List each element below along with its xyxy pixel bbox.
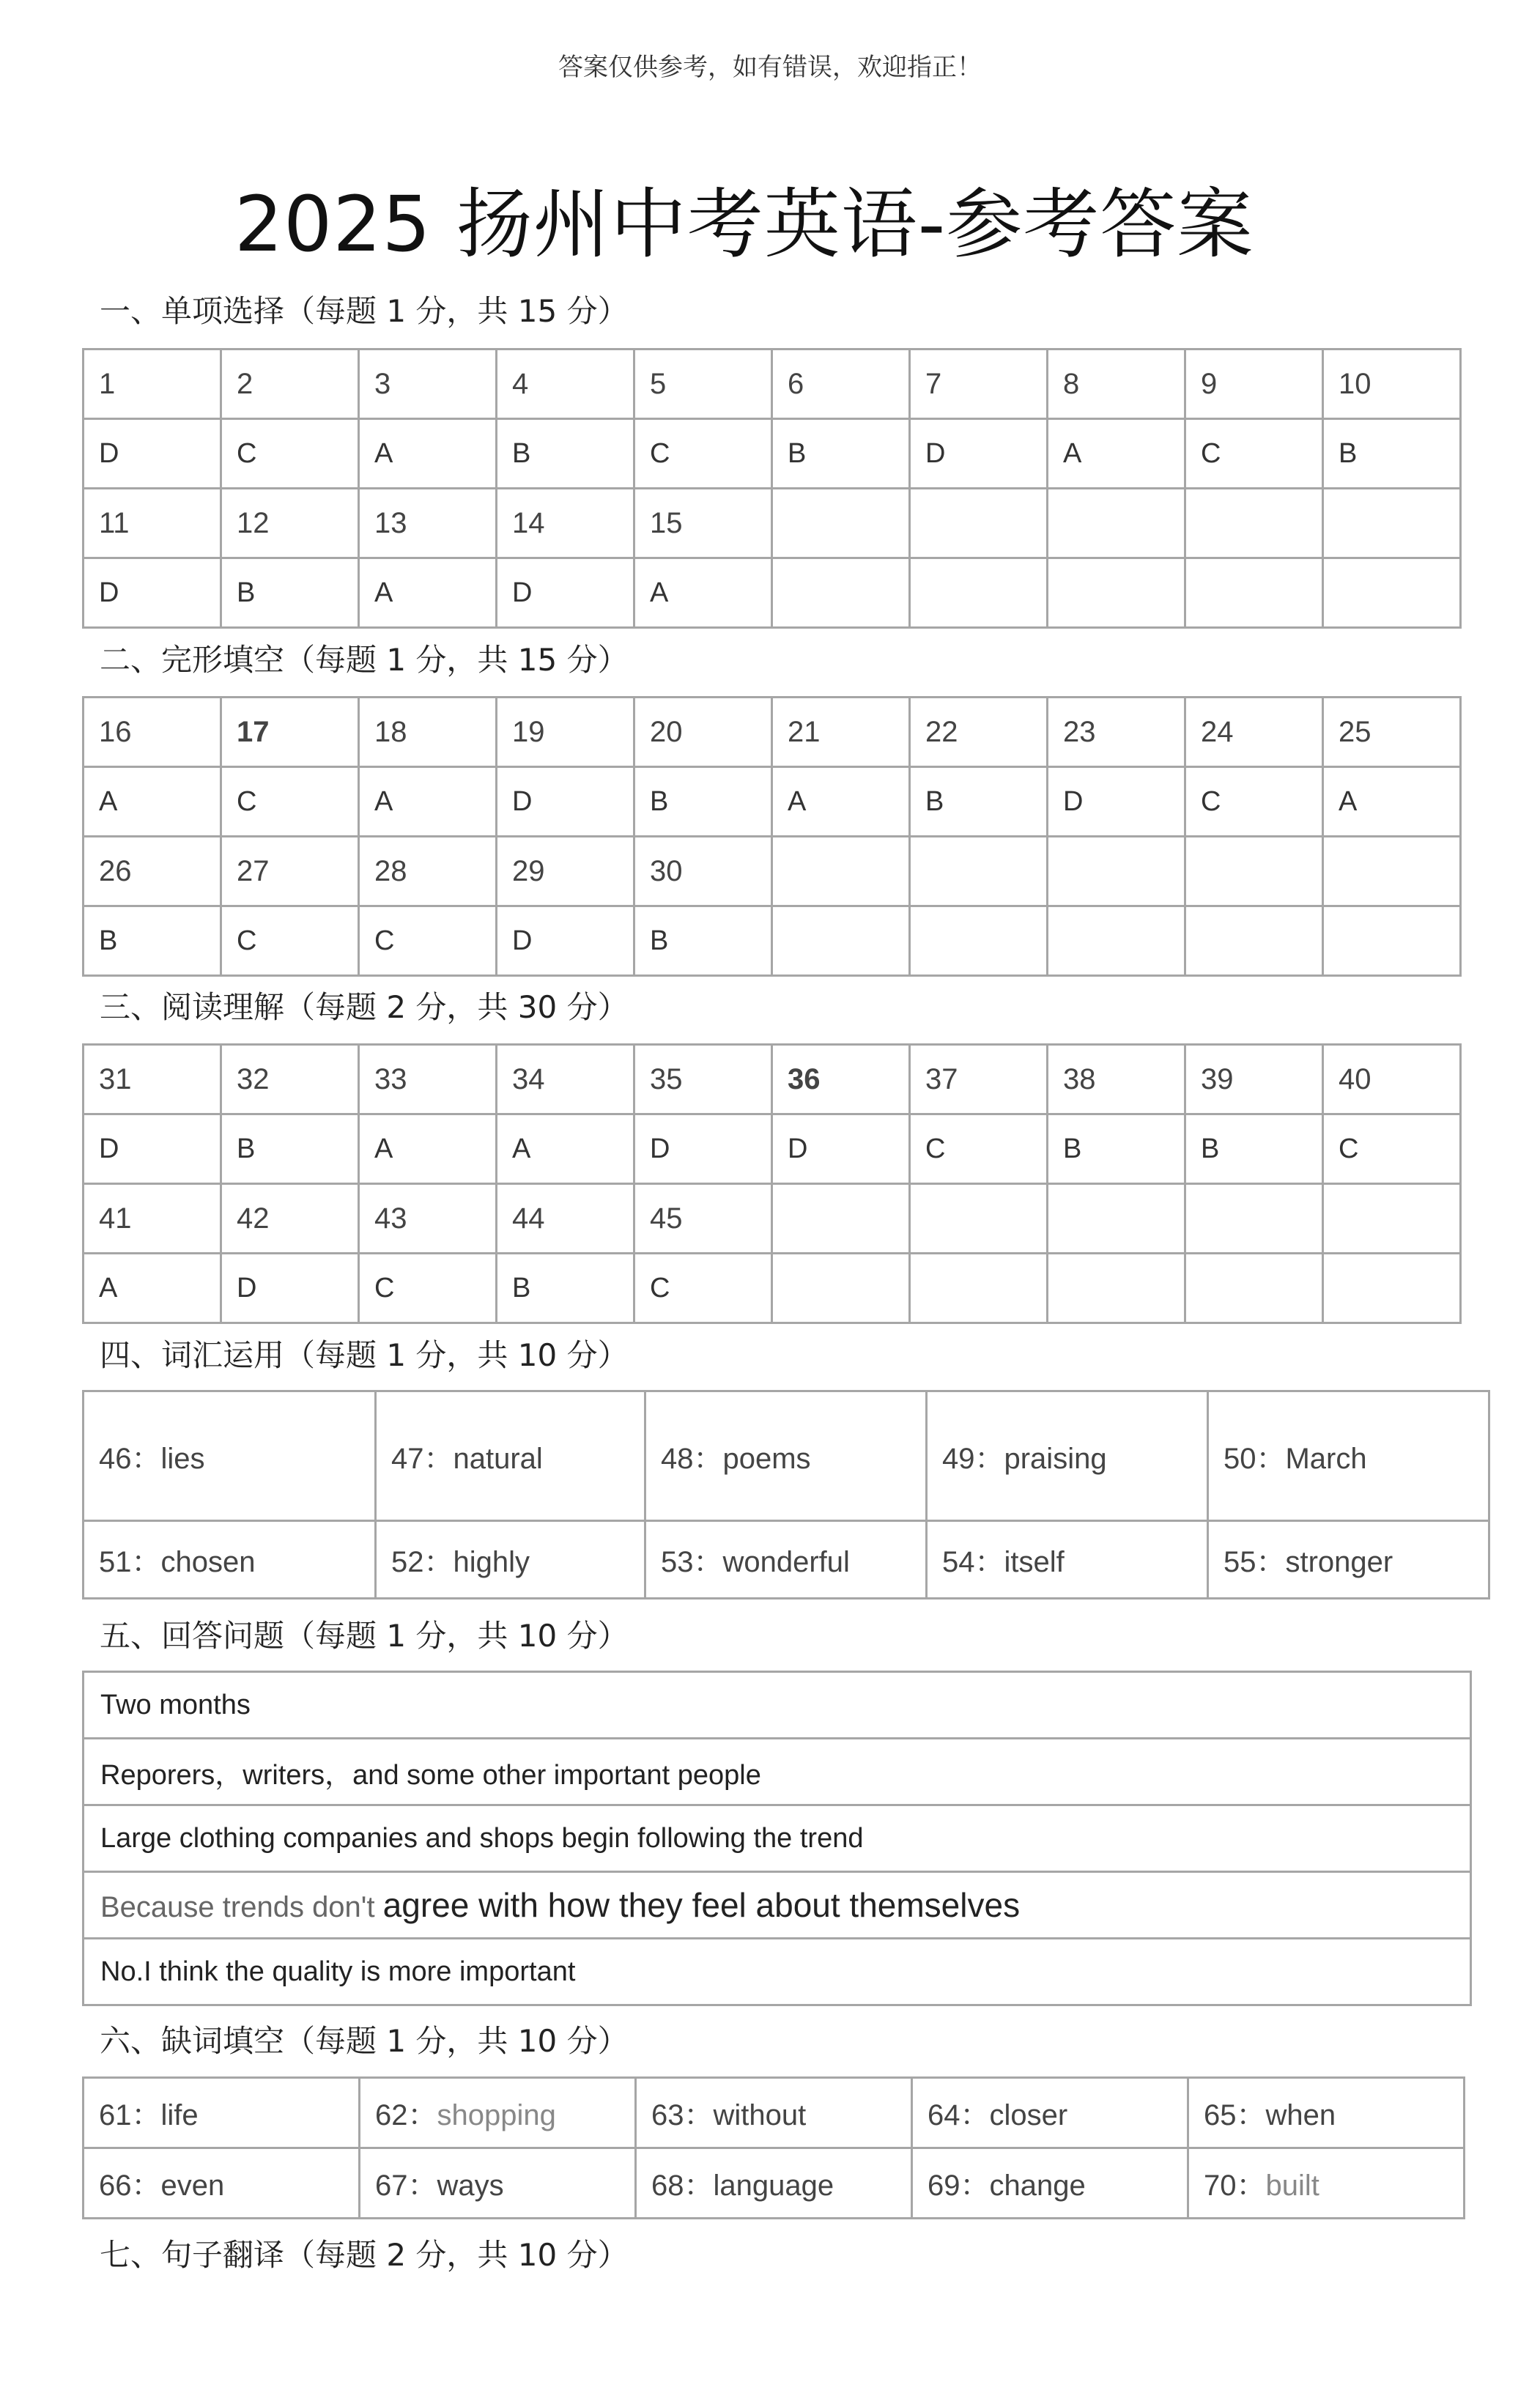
question-number: 44 xyxy=(497,1184,634,1254)
table-row xyxy=(84,1045,1461,1114)
question-number: 29 xyxy=(497,837,634,906)
question-number: 4 xyxy=(497,349,634,419)
section-heading-reading: 三、阅读理解（每题 2 分，共 30 分） xyxy=(100,989,629,1025)
answer-cell: A xyxy=(84,1254,221,1323)
empty-cell xyxy=(910,906,1048,976)
empty-cell xyxy=(1048,558,1185,628)
empty-cell xyxy=(1323,1184,1461,1254)
question-number: 21 xyxy=(772,698,910,767)
table-row xyxy=(84,1872,1471,1939)
fill-in-blanks-table xyxy=(82,2076,1465,2219)
vocabulary-answer: 54：itself xyxy=(927,1521,1208,1599)
table-row xyxy=(84,837,1461,906)
empty-cell xyxy=(772,1184,910,1254)
table-row xyxy=(84,1739,1471,1805)
answer-cell: A xyxy=(359,1114,497,1184)
answer-cell: D xyxy=(84,558,221,628)
empty-cell xyxy=(772,906,910,976)
question-number: 28 xyxy=(359,837,497,906)
answer-cell: C xyxy=(1185,419,1323,489)
empty-cell xyxy=(772,558,910,628)
answer-cell: C xyxy=(1185,767,1323,837)
question-number: 41 xyxy=(84,1184,221,1254)
vocabulary-answer: 46：lies xyxy=(84,1391,376,1521)
single-choice-answer-table xyxy=(82,348,1462,629)
empty-cell xyxy=(1185,837,1323,906)
question-number: 25 xyxy=(1323,698,1461,767)
question-number: 3 xyxy=(359,349,497,419)
table-row xyxy=(84,1805,1471,1872)
question-number: 30 xyxy=(634,837,772,906)
vocabulary-answer-table xyxy=(82,1390,1490,1599)
table-row xyxy=(84,489,1461,558)
answer-cell: A xyxy=(1323,767,1461,837)
question-number: 33 xyxy=(359,1045,497,1114)
table-row xyxy=(84,2148,1465,2219)
question-number: 32 xyxy=(221,1045,359,1114)
cloze-answer-table xyxy=(82,696,1462,977)
fill-in-answer: 61：life xyxy=(84,2078,360,2148)
question-number: 35 xyxy=(634,1045,772,1114)
table-row xyxy=(84,906,1461,976)
question-number: 18 xyxy=(359,698,497,767)
question-number: 42 xyxy=(221,1184,359,1254)
question-number: 36 xyxy=(772,1045,910,1114)
answer-cell: C xyxy=(221,767,359,837)
table-row xyxy=(84,1254,1461,1323)
answer-cell: A xyxy=(772,767,910,837)
table-row xyxy=(84,349,1461,419)
question-number: 7 xyxy=(910,349,1048,419)
answer-cell: B xyxy=(221,558,359,628)
question-number: 10 xyxy=(1323,349,1461,419)
answer-cell: C xyxy=(910,1114,1048,1184)
answer-cell: A xyxy=(1048,419,1185,489)
question-answer-text: agree with how they feel about themselves xyxy=(382,1886,1021,1924)
answer-cell: B xyxy=(1185,1114,1323,1184)
answer-cell: A xyxy=(359,558,497,628)
empty-cell xyxy=(910,489,1048,558)
answer-cell: B xyxy=(910,767,1048,837)
fill-in-answer: 64：closer xyxy=(912,2078,1188,2148)
table-row xyxy=(84,1939,1471,2005)
fill-in-answer: 69：change xyxy=(912,2148,1188,2219)
empty-cell xyxy=(1323,837,1461,906)
section-heading-fill-in-blanks: 六、缺词填空（每题 1 分，共 10 分） xyxy=(100,2023,629,2059)
vocabulary-answer: 50：March xyxy=(1208,1391,1489,1521)
table-row xyxy=(84,1184,1461,1254)
question-number: 34 xyxy=(497,1045,634,1114)
section-heading-vocabulary: 四、词汇运用（每题 1 分，共 10 分） xyxy=(100,1337,629,1373)
empty-cell xyxy=(910,837,1048,906)
question-number: 20 xyxy=(634,698,772,767)
fill-in-answer: 65：when xyxy=(1188,2078,1465,2148)
question-answer: Reporers，writers，and some other important people xyxy=(84,1739,1471,1805)
question-answer xyxy=(84,1872,1471,1939)
section-heading-answer-questions: 五、回答问题（每题 1 分，共 10 分） xyxy=(100,1618,629,1654)
empty-cell xyxy=(910,1254,1048,1323)
table-row xyxy=(84,1114,1461,1184)
empty-cell xyxy=(910,558,1048,628)
answer-cell: C xyxy=(634,1254,772,1323)
fill-in-answer: 62：shopping xyxy=(360,2078,636,2148)
table-row xyxy=(84,698,1461,767)
question-number: 16 xyxy=(84,698,221,767)
vocabulary-answer: 55：stronger xyxy=(1208,1521,1489,1599)
empty-cell xyxy=(1048,489,1185,558)
empty-cell xyxy=(1323,1254,1461,1323)
question-answer: No.I think the quality is more important xyxy=(84,1939,1471,2005)
question-answer-prefix: Because trends don't xyxy=(100,1891,383,1923)
answer-cell: A xyxy=(84,767,221,837)
question-number: 39 xyxy=(1185,1045,1323,1114)
fill-in-answer: 66：even xyxy=(84,2148,360,2219)
answer-cell: D xyxy=(84,1114,221,1184)
question-number: 9 xyxy=(1185,349,1323,419)
vocabulary-answer: 48：poems xyxy=(645,1391,927,1521)
question-number: 17 xyxy=(221,698,359,767)
empty-cell xyxy=(1048,906,1185,976)
empty-cell xyxy=(1048,837,1185,906)
answer-cell: B xyxy=(497,1254,634,1323)
answer-cell: D xyxy=(497,767,634,837)
fill-in-answer: 70：built xyxy=(1188,2148,1465,2219)
section-heading-translation: 七、句子翻译（每题 2 分，共 10 分） xyxy=(100,2237,629,2273)
question-number: 1 xyxy=(84,349,221,419)
answer-cell: D xyxy=(497,906,634,976)
empty-cell xyxy=(772,837,910,906)
vocabulary-answer: 49：praising xyxy=(927,1391,1208,1521)
question-number: 8 xyxy=(1048,349,1185,419)
question-number: 15 xyxy=(634,489,772,558)
answer-cell: D xyxy=(221,1254,359,1323)
answer-questions-table xyxy=(82,1671,1472,2006)
empty-cell xyxy=(1048,1184,1185,1254)
question-answer: Two months xyxy=(84,1672,1471,1739)
answer-cell: A xyxy=(359,767,497,837)
table-row xyxy=(84,1521,1489,1599)
question-number: 40 xyxy=(1323,1045,1461,1114)
question-number: 13 xyxy=(359,489,497,558)
empty-cell xyxy=(772,489,910,558)
empty-cell xyxy=(1185,489,1323,558)
answer-cell: D xyxy=(910,419,1048,489)
question-number: 5 xyxy=(634,349,772,419)
table-row xyxy=(84,767,1461,837)
question-number: 38 xyxy=(1048,1045,1185,1114)
question-number: 22 xyxy=(910,698,1048,767)
answer-cell: D xyxy=(497,558,634,628)
table-row xyxy=(84,1391,1489,1521)
answer-cell: D xyxy=(772,1114,910,1184)
answer-cell: B xyxy=(1048,1114,1185,1184)
empty-cell xyxy=(1323,558,1461,628)
vocabulary-answer: 47：natural xyxy=(376,1391,645,1521)
answer-cell: B xyxy=(497,419,634,489)
vocabulary-answer: 52：highly xyxy=(376,1521,645,1599)
empty-cell xyxy=(1048,1254,1185,1323)
empty-cell xyxy=(1185,558,1323,628)
fill-in-answer: 68：language xyxy=(636,2148,912,2219)
answer-cell: D xyxy=(84,419,221,489)
answer-cell: B xyxy=(84,906,221,976)
answer-cell: C xyxy=(634,419,772,489)
question-number: 31 xyxy=(84,1045,221,1114)
answer-cell: B xyxy=(1323,419,1461,489)
question-number: 26 xyxy=(84,837,221,906)
answer-cell: D xyxy=(634,1114,772,1184)
table-row xyxy=(84,419,1461,489)
empty-cell xyxy=(1185,1254,1323,1323)
empty-cell xyxy=(1323,906,1461,976)
section-heading-cloze: 二、完形填空（每题 1 分，共 15 分） xyxy=(100,642,629,678)
answer-cell: B xyxy=(772,419,910,489)
page-title: 2025 扬州中考英语-参考答案 xyxy=(234,180,1254,269)
answer-cell: B xyxy=(634,906,772,976)
question-number: 27 xyxy=(221,837,359,906)
answer-cell: D xyxy=(1048,767,1185,837)
fill-in-answer: 63：without xyxy=(636,2078,912,2148)
answer-cell: C xyxy=(221,906,359,976)
question-number: 23 xyxy=(1048,698,1185,767)
disclaimer-notice: 答案仅供参考，如有错误，欢迎指正！ xyxy=(558,53,982,82)
reading-answer-table xyxy=(82,1043,1462,1324)
answer-cell: A xyxy=(634,558,772,628)
fill-in-answer: 67：ways xyxy=(360,2148,636,2219)
question-number: 6 xyxy=(772,349,910,419)
question-number: 45 xyxy=(634,1184,772,1254)
question-answer: Large clothing companies and shops begin following the trend xyxy=(84,1805,1471,1872)
answer-cell: B xyxy=(221,1114,359,1184)
vocabulary-answer: 53：wonderful xyxy=(645,1521,927,1599)
answer-cell: C xyxy=(1323,1114,1461,1184)
table-row xyxy=(84,1672,1471,1739)
question-number: 12 xyxy=(221,489,359,558)
empty-cell xyxy=(1185,1184,1323,1254)
question-number: 11 xyxy=(84,489,221,558)
question-number: 19 xyxy=(497,698,634,767)
empty-cell xyxy=(772,1254,910,1323)
answer-cell: C xyxy=(359,1254,497,1323)
table-row xyxy=(84,558,1461,628)
answer-cell: B xyxy=(634,767,772,837)
empty-cell xyxy=(1323,489,1461,558)
answer-cell: A xyxy=(497,1114,634,1184)
answer-cell: A xyxy=(359,419,497,489)
table-row xyxy=(84,2078,1465,2148)
empty-cell xyxy=(910,1184,1048,1254)
vocabulary-answer: 51：chosen xyxy=(84,1521,376,1599)
question-number: 43 xyxy=(359,1184,497,1254)
question-number: 24 xyxy=(1185,698,1323,767)
empty-cell xyxy=(1185,906,1323,976)
answer-cell: C xyxy=(359,906,497,976)
question-number: 2 xyxy=(221,349,359,419)
section-heading-single-choice: 一、单项选择（每题 1 分，共 15 分） xyxy=(100,293,629,329)
question-number: 14 xyxy=(497,489,634,558)
question-number: 37 xyxy=(910,1045,1048,1114)
answer-cell: C xyxy=(221,419,359,489)
